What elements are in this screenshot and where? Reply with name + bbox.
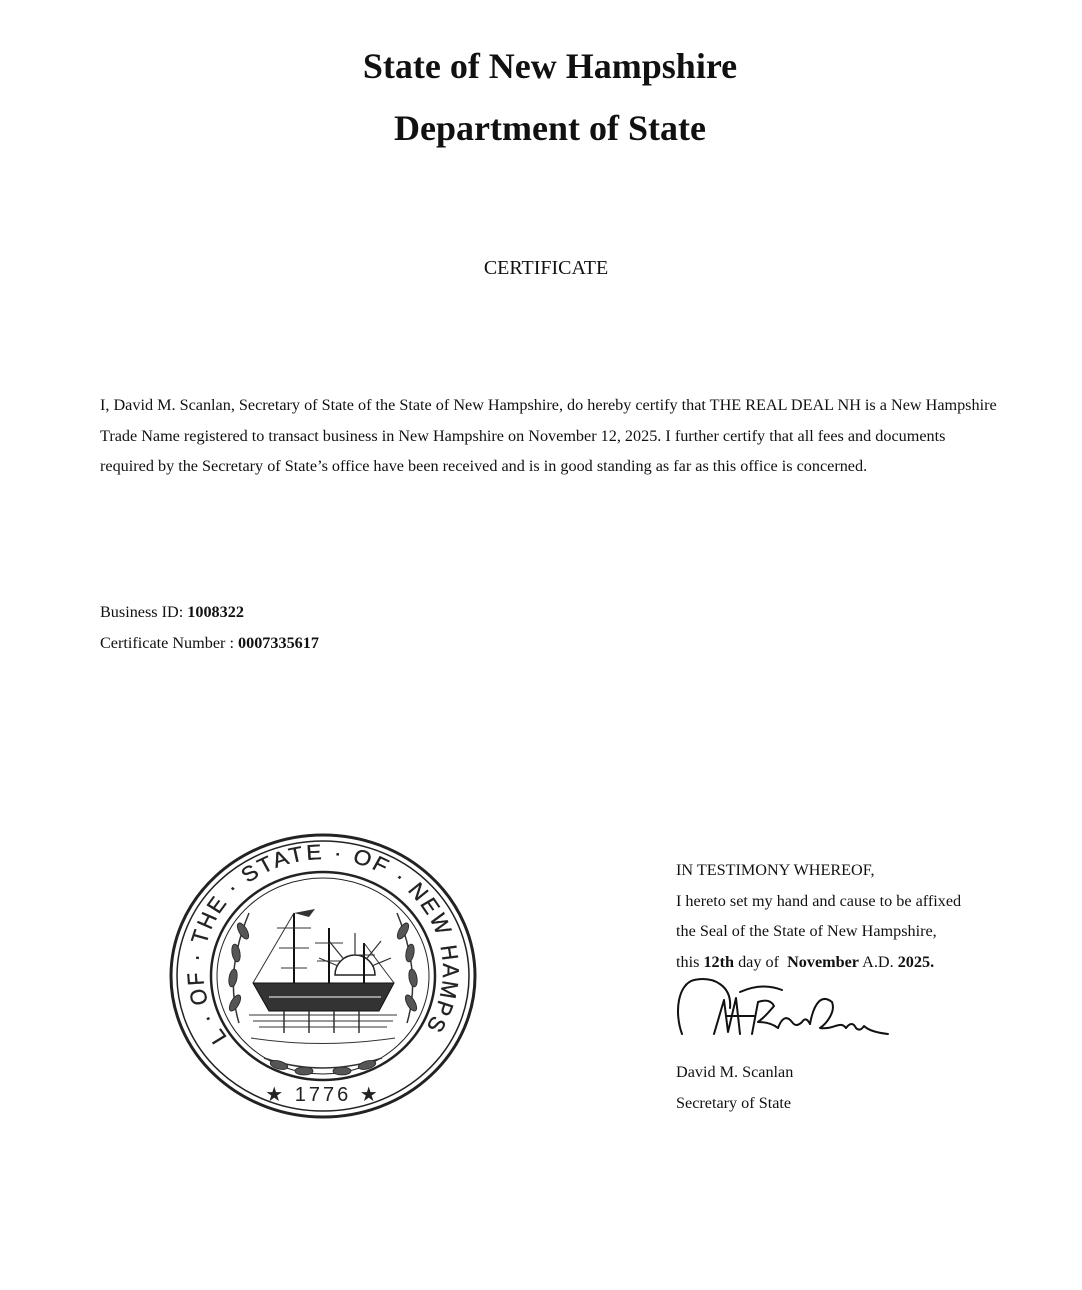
testimony-block (676, 855, 961, 977)
signer-name: David M. Scanlan (676, 1063, 794, 1081)
certificate-body: I, David M. Scanlan, Secretary of State of the State of New Hampshire, do hereby certify that THE REAL DEAL NH is a New Hampshire Trade Name registered to transact business in New Hampshire on November 12, 2025. I further certify that all fees and documents required by the Secretary of State’s office have been received and is in good standing as far as this office is concerned. (100, 396, 997, 475)
state-seal-icon (169, 833, 477, 1119)
testimony-line-3: the Seal of the State of New Hampshire, (676, 922, 937, 940)
certificate-number-value: 0007335617 (238, 634, 319, 652)
certificate-heading: CERTIFICATE (483, 257, 609, 279)
business-id-line (100, 597, 319, 628)
testimony-year: 2025. (897, 952, 935, 971)
testimony-day-of: day of (734, 952, 788, 971)
certificate-number-label: Certificate Number : (100, 634, 238, 652)
testimony-line-1: IN TESTIMONY WHEREOF, (676, 861, 875, 879)
signer-title: Secretary of State (676, 1094, 792, 1112)
testimony-this: this (676, 952, 704, 971)
testimony-line-2: I hereto set my hand and cause to be affixed (676, 891, 962, 910)
certificate-number-line (100, 628, 319, 659)
business-id-value: 1008322 (187, 603, 244, 621)
header-state-title: State of New Hampshire (362, 46, 738, 86)
signature-icon (674, 972, 894, 1050)
seal-ring-text: L · OF · THE · STATE · OF · NEW HAMPS (182, 839, 464, 1049)
seal-year: ★ 1776 ★ (265, 1084, 381, 1106)
testimony-day: 12th (703, 952, 735, 971)
business-identifiers (100, 597, 319, 659)
testimony-ad: A.D. (859, 952, 898, 971)
testimony-month: November (787, 952, 859, 971)
business-id-label: Business ID: (100, 603, 188, 621)
header-department-title: Department of State (394, 108, 706, 148)
signer-block (676, 1057, 793, 1119)
